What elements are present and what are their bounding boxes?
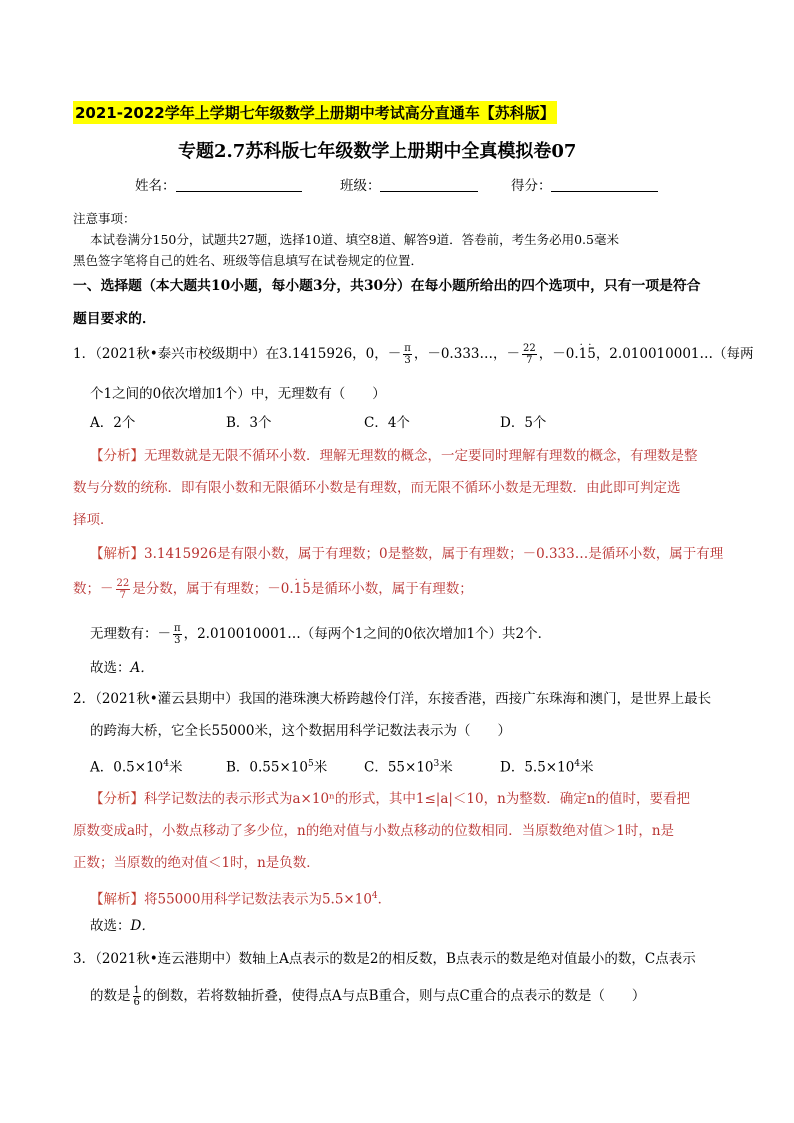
question-1-line-2: 个1之间的0依次增加1个）中，无理数有（ ） xyxy=(90,386,386,402)
class-field[interactable] xyxy=(380,177,478,192)
q1-option-b[interactable]: B．3个 xyxy=(226,415,272,431)
section-heading-line-1: 一、选择题（本大题共10小题，每小题3分，共30分）在每小题所给出的四个选项中，只有一项是符合 xyxy=(73,278,701,294)
question-1-line-1: 1．（2021秋•泰兴市校级期中）在3.1415926，0，－ $\frac{\pi}{3}$ ，－0.333…，－ $\frac{22}{7}$ ，－0.· 1· 5，2.010010001…（每两 xyxy=(73,343,754,366)
q1-analysis-line-1: 【分析】无理数就是无限不循环小数．理解无理数的概念，一定要同时理解有理数的概念，有理数是整 xyxy=(90,448,698,464)
q2-option-c[interactable]: C．$55\times 10^3$米 xyxy=(364,759,453,776)
name-label: 姓名： xyxy=(135,178,176,194)
q1-option-a[interactable]: A．2个 xyxy=(90,415,136,431)
q1-solution-line-2: 数；－ $\frac{22}{7}$ 是分数，属于有理数；－0.· 1· 5是循环小数，属于有理数； xyxy=(73,578,473,601)
question-3-line-2: 的数是 $\frac{1}{6}$ 的倒数，若将数轴折叠，使得点A与点B重合，则与点C重合的点表示的数是（ ） xyxy=(90,985,646,1008)
notes-line-1: 本试卷满分150分，试题共27题，选择10道、填空8道、解答9道．答卷前，考生务必用0.5毫米 xyxy=(90,232,619,247)
notes-heading: 注意事项： xyxy=(73,211,136,226)
name-field[interactable] xyxy=(176,177,302,192)
q2-analysis-line-2: 原数变成a时，小数点移动了多少位，n的绝对值与小数点移动的位数相同．当原数绝对值＞1时，n是 xyxy=(73,823,675,839)
q2-analysis-line-1: 【分析】科学记数法的表示形式为a×10ⁿ的形式，其中1≤|a|＜10，n为整数．确定n的值时，要看把 xyxy=(90,791,690,807)
notes-line-2: 黑色签字笔将自己的姓名、班级等信息填写在试卷规定的位置． xyxy=(73,253,424,268)
q1-option-c[interactable]: C．4个 xyxy=(364,415,410,431)
score-field[interactable] xyxy=(551,177,658,192)
class-label: 班级： xyxy=(340,178,381,194)
question-2-line-2: 的跨海大桥，它全长55000米，这个数据用科学记数法表示为（ ） xyxy=(90,723,511,739)
q1-option-d[interactable]: D．5个 xyxy=(500,415,547,431)
question-2-line-1: 2．（2021秋•灌云县期中）我国的港珠澳大桥跨越伶仃洋，东接香港，西接广东珠海和澳门，是世界上最长 xyxy=(73,691,712,707)
question-3-line-1: 3．（2021秋•连云港期中）数轴上A点表示的数是2的相反数，B点表示的数是绝对值最小的数，C点表示 xyxy=(73,951,696,967)
q2-analysis-line-3: 正数；当原数的绝对值＜1时，n是负数． xyxy=(73,855,320,871)
page-title: 专题2.7苏科版七年级数学上册期中全真模拟卷07 xyxy=(178,141,577,162)
q2-answer: 故选：D． xyxy=(90,918,155,934)
q2-option-a[interactable]: A．$0.5\times 10^4$米 xyxy=(90,759,183,776)
q1-analysis-line-3: 择项． xyxy=(73,512,114,528)
q1-solution-line-1: 【解析】3.1415926是有限小数，属于有理数；0是整数，属于有理数；－0.333…是循环小数，属于有理 xyxy=(90,546,724,562)
q2-option-d[interactable]: D．$5.5\times 10^4$米 xyxy=(500,759,594,776)
q1-analysis-line-2: 数与分数的统称．即有限小数和无限循环小数是有理数，而无限不循环小数是无理数．由此即可判定选 xyxy=(73,480,681,496)
score-label: 得分： xyxy=(511,178,552,194)
q2-option-b[interactable]: B．$0.55\times 10^5$米 xyxy=(226,759,328,776)
q2-solution: 【解析】将55000用科学记数法表示为$5.5\times 10^4$． xyxy=(90,891,392,908)
q1-answer: 故选：A． xyxy=(90,660,154,676)
series-banner: 2021-2022学年上学期七年级数学上册期中考试高分直通车【苏科版】 xyxy=(73,101,557,124)
section-heading-line-2: 题目要求的． xyxy=(73,311,156,327)
q1-solution-line-3: 无理数有：－ $\frac{\pi}{3}$ ，2.010010001…（每两个1之间的0依次增加1个）共2个． xyxy=(90,623,552,646)
